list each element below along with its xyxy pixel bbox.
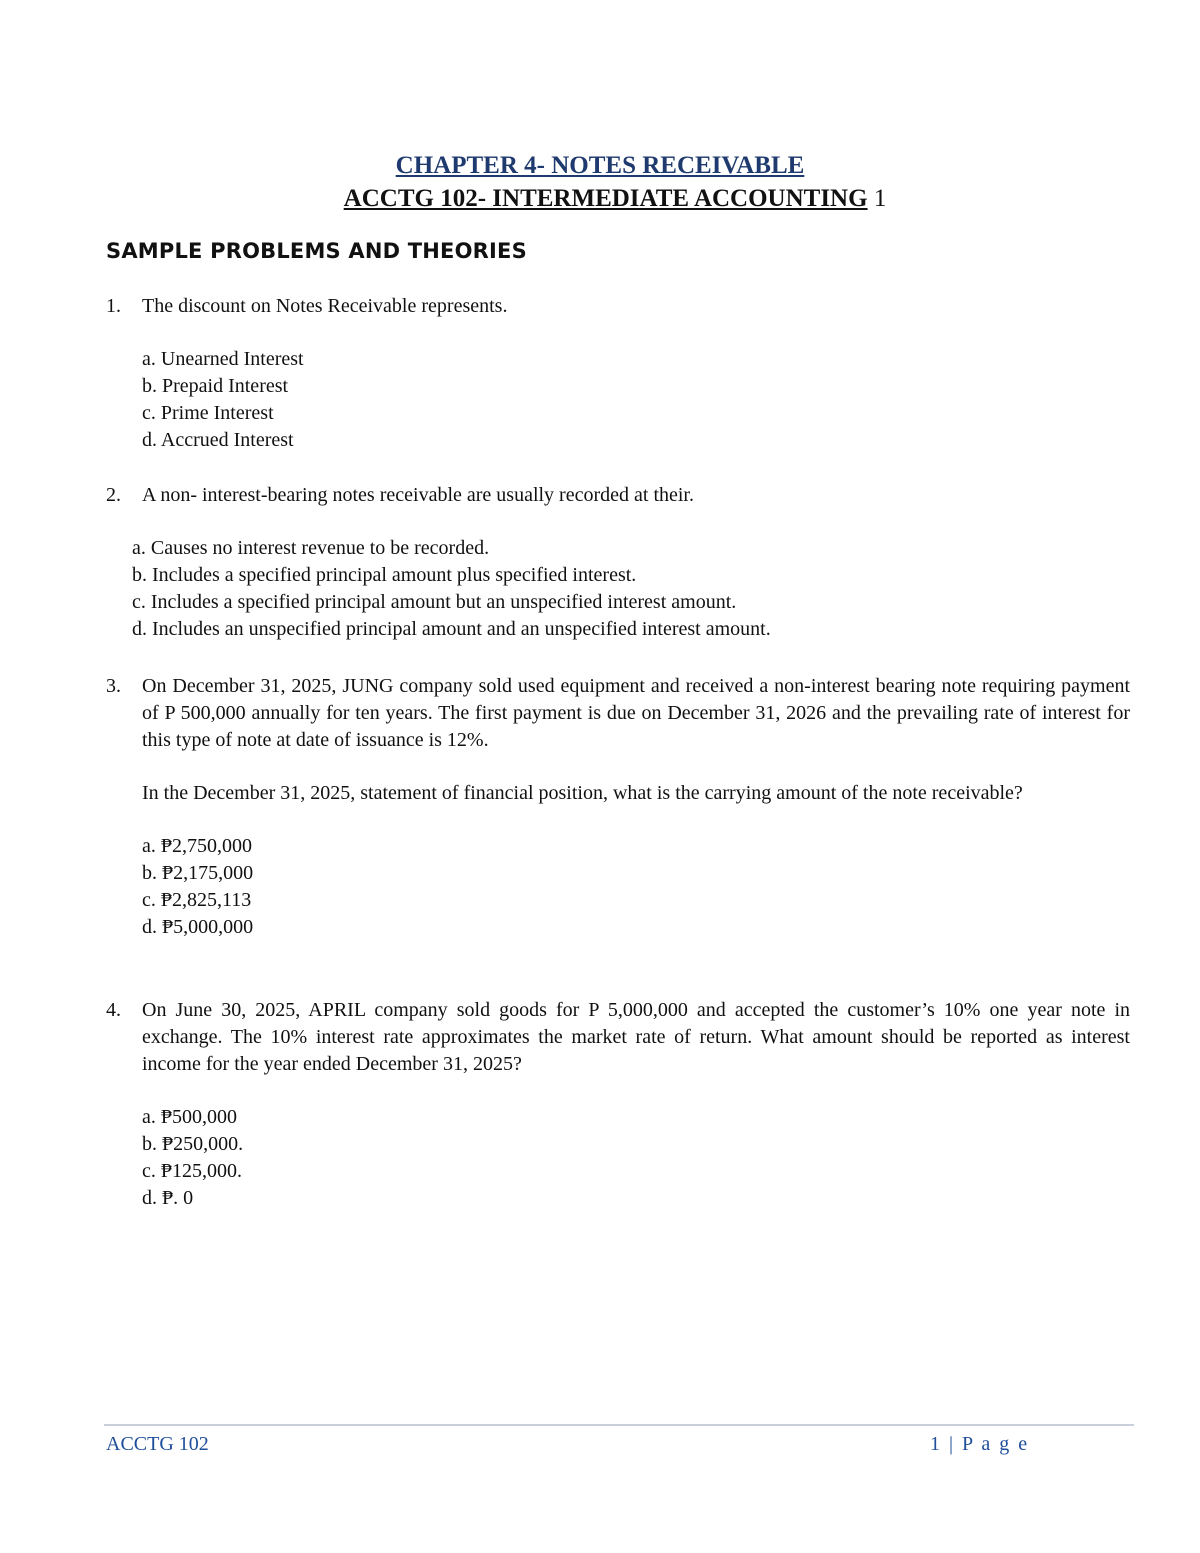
option-a: a. Causes no interest revenue to be recorded. [132,537,490,559]
option-c: c. ₱125,000. [142,1160,242,1182]
option-b: b. ₱2,175,000 [142,862,254,884]
question-text: A non- interest-bearing notes receivable are usually recorded at their. [142,484,694,506]
footer-course-code: ACCTG 102 [106,1433,209,1455]
course-subtitle-main: ACCTG 102- INTERMEDIATE ACCOUNTING [343,185,868,212]
option-d: d. Includes an unspecified principal amount and an unspecified interest amount. [132,618,771,640]
question-stem [142,673,1130,807]
question-2 [106,482,1130,643]
option-c: c. ₱2,825,113 [142,889,252,911]
section-heading: SAMPLE PROBLEMS AND THEORIES [106,239,527,263]
option-c: c. Includes a specified principal amount but an unspecified interest amount. [132,591,737,613]
course-subtitle [0,183,1200,215]
question-text: The discount on Notes Receivable represents. [142,295,508,317]
footer-divider [104,1424,1134,1426]
answer-options [142,833,1130,941]
answer-options [142,1104,1130,1212]
option-a: a. ₱2,750,000 [142,835,252,857]
question-stem [142,293,1130,320]
question-stem [142,482,1130,509]
question-4 [106,997,1130,1212]
chapter-title: CHAPTER 4- NOTES RECEIVABLE [395,152,805,179]
option-b: b. Prepaid Interest [142,375,289,397]
option-a: a. Unearned Interest [142,348,304,370]
question-number: 3. [106,675,121,697]
question-prompt: In the December 31, 2025, statement of financial position, what is the carrying amount of the note receivable? [142,782,1023,804]
answer-options [132,535,1130,643]
course-subtitle-suffix: 1 [867,185,887,212]
option-c: c. Prime Interest [142,402,274,424]
question-text: On June 30, 2025, APRIL company sold goods for P 5,000,000 and accepted the customer’s 10% one year note in exchange. The 10% interest rate approximates the market rate of return. What amount should be reported as interest income for the year ended December 31, 2025? [142,999,1130,1075]
option-d: d. Accrued Interest [142,429,294,451]
question-number: 4. [106,999,121,1021]
question-1 [106,293,1130,454]
option-d: d. ₱. 0 [142,1187,194,1209]
question-text: On December 31, 2025, JUNG company sold used equipment and received a non-interest bearing note requiring payment of P 500,000 annually for ten years. The first payment is due on December 31, 2026 and the prevailing rate of interest for this type of note at date of issuance is 12%. [142,675,1130,751]
footer-page-number: 1 | P a g e [930,1433,1030,1455]
option-b: b. Includes a specified principal amount plus specified interest. [132,564,637,586]
question-stem [142,997,1130,1078]
option-b: b. ₱250,000. [142,1133,244,1155]
question-number: 1. [106,295,121,317]
question-number: 2. [106,484,121,506]
option-a: a. ₱500,000 [142,1106,237,1128]
question-3 [106,673,1130,941]
answer-options [142,346,1130,454]
option-d: d. ₱5,000,000 [142,916,254,938]
